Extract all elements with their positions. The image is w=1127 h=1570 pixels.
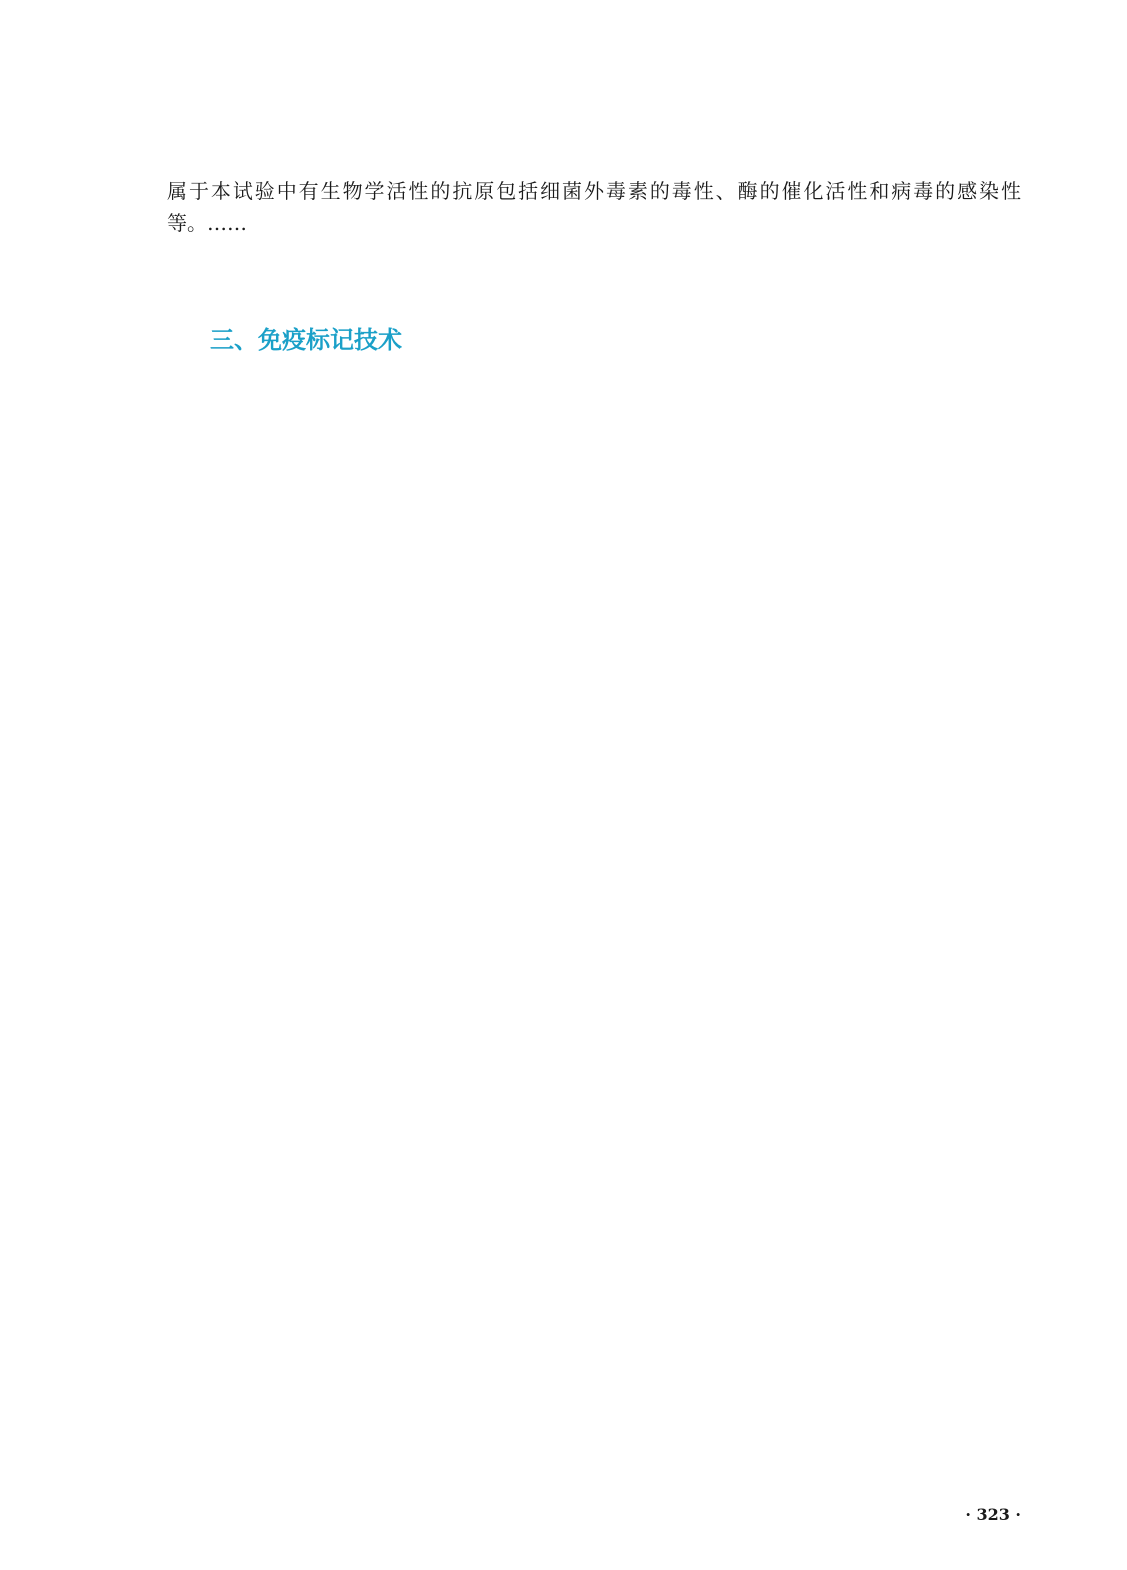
paragraph-neutralization: 属于本试验中有生物学活性的抗原包括细菌外毒素的毒性、酶的催化活性和病毒的感染性等。……: [167, 179, 1021, 235]
page-number: · 323 ·: [965, 1505, 1021, 1524]
section-heading: 三、免疫标记技术: [210, 324, 402, 354]
